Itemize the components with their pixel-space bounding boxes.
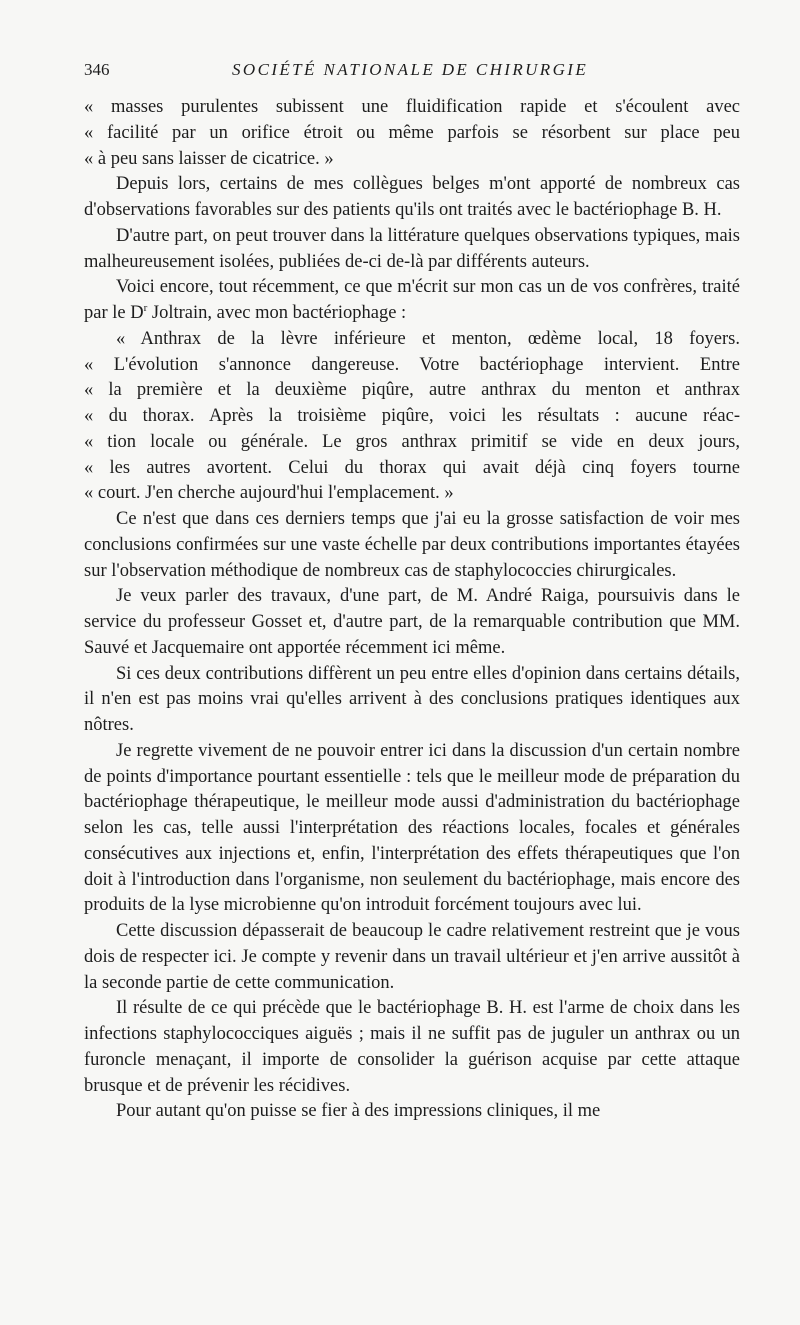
letter-quote [84, 327, 740, 507]
quote-line: « du thorax. Après la troisième piqûre, voici les résultats : aucune réac- [84, 406, 740, 426]
quote-continuation [84, 95, 740, 172]
paragraph [84, 275, 740, 327]
quote-line: « tion locale ou générale. Le gros anthrax primitif se vide en deux jours, [84, 431, 740, 452]
quote-line: « court. J'en cherche aujourd'hui l'emplacement. » [84, 483, 454, 504]
page-header [84, 60, 740, 90]
paragraph: Je veux parler des travaux, d'une part, de M. André Raiga, poursuivis dans le service du professeur Gosset et, d'autre part, de la remarquable contribution que MM. Sauvé et Jacquemaire ont apportée récemment ici même. [84, 586, 740, 658]
quote-line: « les autres avortent. Celui du thorax qui avait déjà cinq foyers tourne [84, 457, 740, 478]
running-title: SOCIÉTÉ NATIONALE DE CHIRURGIE [232, 60, 589, 79]
paragraph: Depuis lors, certains de mes collègues belges m'ont apporté de nombreux cas d'observations favorables sur des patients qu'ils ont traités avec le bactériophage B. H. [84, 174, 740, 220]
quote-line: « masses purulentes subissent une fluidification rapide et s'écoulent avec [84, 97, 740, 117]
quote-line: « Anthrax de la lèvre inférieure et menton, œdème local, 18 foyers. [116, 328, 740, 349]
paragraph: Pour autant qu'on puisse se fier à des impressions cliniques, il me [116, 1101, 601, 1122]
quote-line: « la première et la deuxième piqûre, autre anthrax du menton et anthrax [84, 380, 740, 401]
page-number: 346 [84, 60, 110, 79]
paragraph: Je regrette vivement de ne pouvoir entrer ici dans la discussion d'un certain nombre de points d'importance pourtant essentielle : tels que le meilleur mode de préparation du bactériophage thérapeutique, le meilleur mode aussi d'administration du bactériophage selon les cas, telle aussi l'interprétation des réactions locales, focales et générales consécutives aux injections et, enfin, l'interprétation des effets thérapeutiques que l'on doit à l'introduction dans l'organisme, non seulement du bactériophage, mais encore des produits de la lyse microbienne qu'on introduit forcément toujours avec lui. [84, 740, 740, 916]
paragraph: Il résulte de ce qui précède que le bactériophage B. H. est l'arme de choix dans les infections staphylococciques aiguës ; mais il ne suffit pas de juguler un anthrax ou un furoncle menaçant, il importe de consolider la guérison acquise par cette attaque brusque et de prévenir les récidives. [84, 998, 740, 1096]
superscript: r [143, 301, 148, 314]
body-text [84, 95, 740, 1125]
quote-line: « facilité par un orifice étroit ou même parfois se résorbent sur place peu [84, 122, 740, 143]
paragraph: Cette discussion dépasserait de beaucoup le cadre relativement restreint que je vous dois de respecter ici. Je compte y revenir dans un travail ultérieur et j'en arrive aussitôt à la seconde partie de cette communication. [84, 921, 740, 993]
paragraph: Ce n'est que dans ces derniers temps que j'ai eu la grosse satisfaction de voir mes conclusions confirmées sur une vaste échelle par deux contributions importantes étayées sur l'observation méthodique de nombreux cas de staphylococcies chirurgicales. [84, 509, 740, 581]
paragraph: D'autre part, on peut trouver dans la littérature quelques observations typiques, mais malheureusement isolées, publiées de-ci de-là par différents auteurs. [84, 225, 740, 272]
paragraph-text: Voici encore, tout récemment, ce que m'écrit sur mon cas un de vos confrères, traité par le D [84, 277, 740, 323]
quote-line: « à peu sans laisser de cicatrice. » [84, 148, 334, 169]
paragraph: Si ces deux contributions diffèrent un peu entre elles d'opinion dans certains détails, il n'en est pas moins vrai qu'elles arrivent à des conclusions pratiques identiques aux nôtres. [84, 663, 740, 735]
paragraph-text: Joltrain, avec mon bactériophage : [147, 303, 407, 323]
quote-line: « L'évolution s'annonce dangereuse. Votre bactériophage intervient. Entre [84, 354, 740, 375]
